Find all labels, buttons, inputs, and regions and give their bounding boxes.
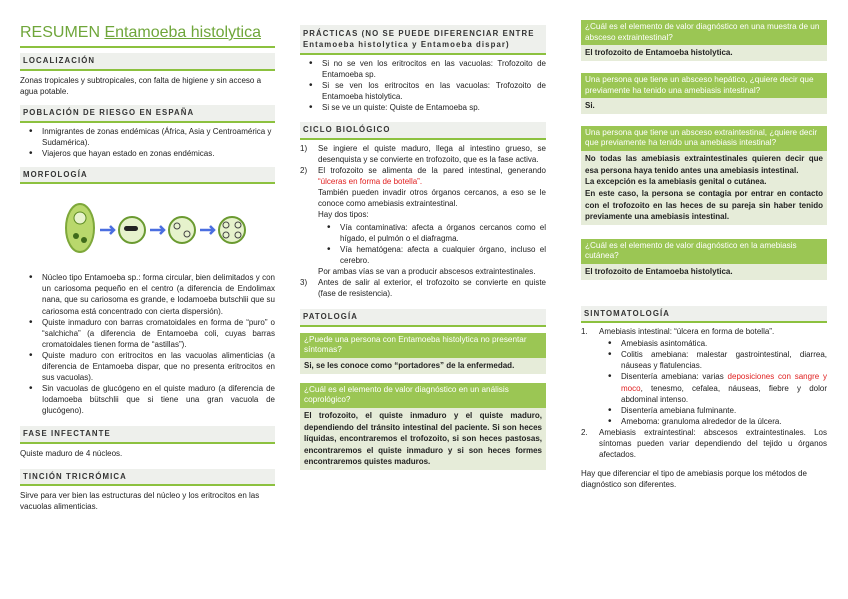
- list-item: • Amebiasis asintomática.: [599, 338, 827, 349]
- list-item: • Si no se ven los eritrocitos en las vacuolas: Trofozoito de Entamoeba sp.: [300, 58, 546, 80]
- answer-box: Si.: [581, 98, 827, 114]
- list-item: 3) Antes de salir al exterior, el trofozoito se convierte en quiste (fase de resistencia).: [300, 277, 546, 298]
- morphology-image: [60, 190, 260, 264]
- final-note: Hay que diferenciar el tipo de amebiasis porque los métodos de diagnóstico son diferentes.: [581, 468, 807, 489]
- answer-box: El trofozoito de Entamoeba histolytica.: [581, 264, 827, 280]
- question-box: ¿Cuál es el elemento de valor diagnóstico en la amebiasis cutánea?: [581, 239, 827, 264]
- list-item: 2. Amebiasis extraintestinal: abscesos extraintestinales. Los síntomas pueden variar dependiendo del tejido u órganos afectados.: [581, 427, 827, 459]
- section-localizacion-heading: LOCALIZACIÓN: [20, 53, 275, 71]
- section-fase-heading: FASE INFECTANTE: [20, 426, 275, 444]
- list-item: • Si se ven los eritrocitos en las vacuolas: Trofozoito de Entamoeba histolytica.: [300, 80, 546, 102]
- answer-box: El trofozoito, el quiste inmaduro y el quiste maduro, dependiendo del tránsito intestinal del paciente. Si son heces líquidas, encontraremos el trofozoito, si son heces pastosas, encontraremos el quiste inmaduro y si son heces formes encontraremos quistes maduros.: [300, 408, 546, 470]
- list-item: • Vía hematógena: afecta a cualquier órgano, incluso el cerebro.: [318, 244, 546, 266]
- section-ciclo-heading: CICLO BIOLÓGICO: [300, 122, 546, 140]
- list-item: • Inmigrantes de zonas endémicas (África, Asia y Centroamérica y Sudamérica).: [20, 126, 275, 148]
- list-item: • Viajeros que hayan estado en zonas endémicas.: [20, 148, 275, 159]
- section-poblacion-heading: POBLACIÓN DE RIESGO EN ESPAÑA: [20, 105, 275, 123]
- list-item: • Disentería amebiana fulminante.: [599, 405, 827, 416]
- localizacion-text: Zonas tropicales y subtropicales, con falta de higiene y sin acceso a agua potable.: [20, 75, 262, 96]
- column-3: [581, 0, 827, 490]
- page-title: RESUMEN Entamoeba histolytica: [20, 25, 275, 48]
- question-box: ¿Cuál es el elemento de valor diagnóstico en un análisis coprológico?: [300, 383, 546, 408]
- list-item: • Quiste maduro con eritrocitos en las vacuolas alimenticias (a diferencia de Entamoeba dispar, que no presenta eritrocitos en sus vacuolas).: [20, 350, 275, 383]
- section-patologia-heading: PATOLOGÍA: [300, 309, 546, 327]
- list-item: • Vía contaminativa: afecta a órganos cercanos como el hígado, el pulmón o el diafragma.: [318, 222, 546, 244]
- question-box: Una persona que tiene un absceso hepático, ¿quiere decir que previamente ha tenido una amebiasis intestinal?: [581, 73, 827, 98]
- list-item: • Colitis amebiana: malestar gastrointestinal, diarrea, náuseas y flatulencias.: [599, 349, 827, 371]
- answer-box: Si, se les conoce como “portadores” de la enfermedad.: [300, 358, 546, 374]
- answer-box: No todas las amebiasis extraintestinales quieren decir que esa persona haya tenido antes una amebiasis intestinal. La excepción es la amebiasis genital o cutánea. En este caso, la persona se contagia por entrar en contacto con el trofozoito en las heces de su pareja sin haber tenido previamente una amebiasis intestinal.: [581, 151, 827, 225]
- question-box: Una persona que tiene un absceso extraintestinal, ¿quiere decir que previamente ha tenido una amebiasis intestinal?: [581, 126, 827, 151]
- question-box: ¿Puede una persona con Entamoeba histolytica no presentar síntomas?: [300, 333, 546, 358]
- column-2: [300, 0, 546, 470]
- list-item: 2) El trofozoito se alimenta de la pared intestinal, generando “úlceras en forma de botella”. También pueden invadir otros órganos cercanos, a eso se le conoce como amebiasis extraintestinal. Hay dos tipos: • Vía contaminativa: afecta a órganos cercanos como el hígado, el pulmón o el diafragma. • Vía hematógena: afecta a cualquier órgano, incluso el cerebro. Por ambas vías se van a producir abscesos extraintestinales.: [300, 165, 546, 277]
- column-1: [20, 0, 275, 512]
- fase-text: Quiste maduro de 4 núcleos.: [20, 448, 123, 458]
- list-item: • Sin vacuolas de glucógeno en el quiste maduro (a diferencia de Iodamoeba bütschlii que si tiene una gran vacuola de glucógeno).: [20, 383, 275, 416]
- list-item: • Si se ve un quiste: Quiste de Entamoeba sp.: [300, 102, 546, 113]
- list-item: • Núcleo tipo Entamoeba sp.: forma circular, bien delimitados y con un cariosoma pequeño en el centro (a diferencia de Endolimax nana, que su cariosoma es grande, e Iodamoeba butschlii que su cariosoma está concentrado con cierta dispersión).: [20, 272, 275, 316]
- section-practicas-heading: PRÁCTICAS (NO SE PUEDE DIFERENCIAR ENTRE Entamoeba histolytica y Entamoeba dispar): [300, 25, 546, 55]
- answer-box: El trofozoito de Entamoeba histolytica.: [581, 45, 827, 61]
- list-item: • Ameboma: granuloma alrededor de la úlcera.: [599, 416, 827, 427]
- list-item: 1) Se ingiere el quiste maduro, llega al intestino grueso, se desenquista y se convierte en trofozoito, que es la fase activa.: [300, 143, 546, 164]
- list-item: 1. Amebiasis intestinal: “úlcera en forma de botella”. • Amebiasis asintomática. • Colitis amebiana: malestar gastrointestinal, diarrea, náuseas y flatulencias. • Disentería amebiana: varias deposiciones con sangre y moco, tenesmo, cefalea, náuseas, fiebre y dolor abdominal intenso. • Disentería amebiana fulminante. • Ameboma: granuloma alrededor de la úlcera.: [581, 326, 827, 426]
- list-item: • Disentería amebiana: varias deposiciones con sangre y moco, tenesmo, cefalea, náuseas, fiebre y dolor abdominal intenso.: [599, 371, 827, 404]
- section-morfologia-heading: MORFOLOGÍA: [20, 167, 275, 185]
- section-sintomatologia-heading: SINTOMATOLOGÍA: [581, 306, 827, 324]
- section-tincion-heading: TINCIÓN TRICRÓMICA: [20, 469, 275, 487]
- question-box: ¿Cuál es el elemento de valor diagnóstico en una muestra de un absceso extraintestinal?: [581, 20, 827, 45]
- list-item: • Quiste inmaduro con barras cromatoidales en forma de “puro” o “salchicha” (a diferencia de Entamoeba coli, cuyas barras cromatoidales tienen forma de “astillas”).: [20, 317, 275, 350]
- tincion-text: Sirve para ver bien las estructuras del núcleo y los eritrocitos en las vacuolas alimenticias.: [20, 491, 260, 512]
